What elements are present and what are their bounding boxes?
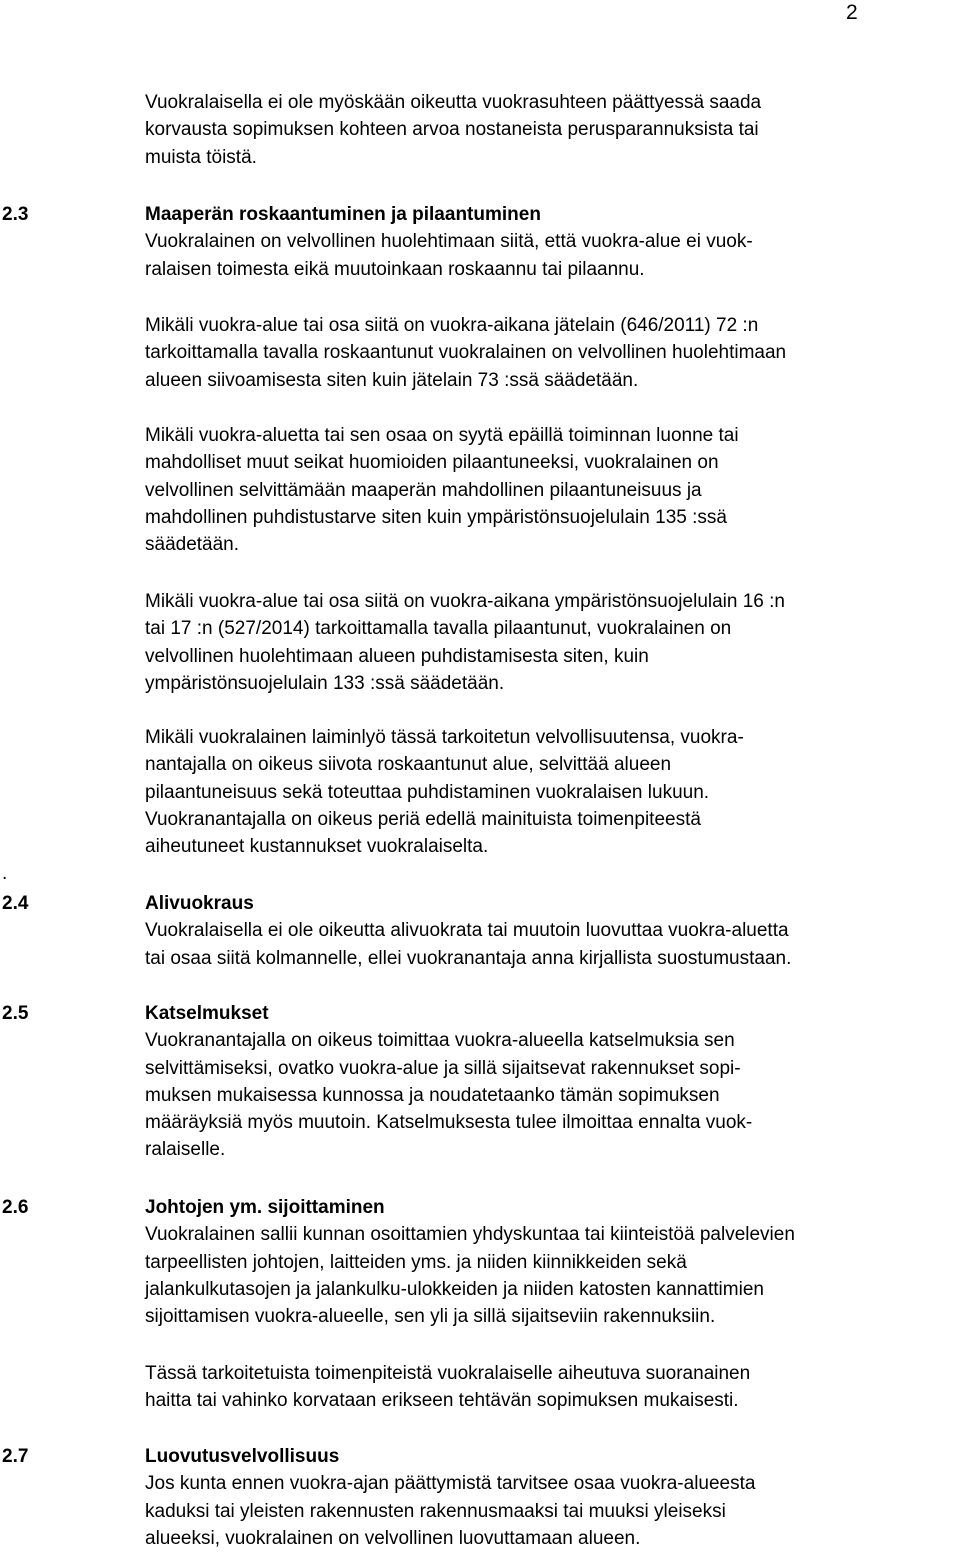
- text-line: velvollinen huolehtimaan alueen puhdistamisesta siten, kuin: [145, 645, 649, 667]
- section-2-6: [145, 1194, 957, 1330]
- section-number-2-4: 2.4: [2, 893, 29, 914]
- section-title: Katselmukset: [145, 1003, 269, 1024]
- text-line: määräyksiä myös muutoin. Katselmuksesta tulee ilmoittaa ennalta vuok-: [145, 1112, 753, 1134]
- text-line: pilaantuneisuus sekä toteuttaa puhdistaminen vuokralaisen lukuun.: [145, 781, 710, 803]
- stray-dot: .: [2, 863, 8, 884]
- section-2-5: [145, 1000, 957, 1164]
- text-line: haitta tai vahinko korvataan erikseen tehtävän sopimuksen mukaisesti.: [145, 1390, 739, 1412]
- section-title: Johtojen ym. sijoittaminen: [145, 1197, 385, 1218]
- text-line: tai osaa siitä kolmannelle, ellei vuokranantaja anna kirjallista suostumustaan.: [145, 947, 792, 969]
- text-line: nantajalla on oikeus siivota roskaantunut alue, selvittää alueen: [145, 754, 672, 776]
- text-line: ympäristönsuojelulain 133 :ssä säädetään.: [145, 672, 505, 694]
- text-line: tai 17 :n (527/2014) tarkoittamalla tavalla pilaantunut, vuokralainen on: [145, 618, 732, 640]
- paragraph: [145, 1360, 957, 1415]
- text-line: säädetään.: [145, 534, 240, 556]
- text-line: velvollinen selvittämään maaperän mahdollinen pilaantuneisuus ja: [145, 479, 702, 501]
- text-line: ralaisen toimesta eikä muutoinkaan roskaannu tai pilaannu.: [145, 258, 645, 280]
- text-line: Vuokralainen on velvollinen huolehtimaan siitä, että vuokra-alue ei vuok-: [145, 231, 753, 253]
- section-number-2-7: 2.7: [2, 1446, 29, 1467]
- text-line: Mikäli vuokra-alue tai osa siitä on vuokra-aikana ympäristönsuojelulain 16 :n: [145, 591, 785, 612]
- text-line: kaduksi tai yleisten rakennusten rakennusmaaksi tai muuksi yleiseksi: [145, 1500, 726, 1522]
- text-line: Vuokralainen sallii kunnan osoittamien yhdyskuntaa tai kiinteistöä palvelevien: [145, 1224, 795, 1246]
- text-line: sijoittamisen vuokra-alueelle, sen yli ja sillä sijaitseviin rakennuksiin.: [145, 1306, 716, 1328]
- text-line: alueen siivoamisesta siten kuin jätelain 73 :ssä säädetään.: [145, 369, 639, 391]
- text-line: Mikäli vuokra-aluetta tai sen osaa on syytä epäillä toiminnan luonne tai: [145, 425, 739, 446]
- text-line: muksen mukaisessa kunnossa ja noudatetaanko tämän sopimuksen: [145, 1084, 720, 1106]
- section-2-7: [145, 1443, 957, 1552]
- text-line: Jos kunta ennen vuokra-ajan päättymistä tarvitsee osaa vuokra-alueesta: [145, 1473, 756, 1495]
- text-line: aiheutuneet kustannukset vuokralaiselta.: [145, 836, 489, 858]
- text-line: Mikäli vuokra-alue tai osa siitä on vuokra-aikana jätelain (646/2011) 72 :n: [145, 315, 759, 336]
- paragraph: [145, 422, 957, 558]
- text-line: ralaiselle.: [145, 1139, 226, 1161]
- page-number: 2: [846, 1, 858, 24]
- text-line: jalankulkutasojen ja jalankulku-ulokkeiden ja niiden katosten kannattimien: [145, 1278, 764, 1300]
- text-line: tarkoittamalla tavalla roskaantunut vuokralainen on velvollinen huolehtimaan: [145, 342, 787, 364]
- text-line: Vuokralaisella ei ole oikeutta alivuokrata tai muutoin luovuttaa vuokra-aluetta: [145, 920, 789, 942]
- text-line: alueeksi, vuokralainen on velvollinen luovuttamaan alueen.: [145, 1527, 641, 1549]
- text-line: Tässä tarkoitetuista toimenpiteistä vuokralaiselle aiheutuva suoranainen: [145, 1363, 751, 1384]
- section-number-2-5: 2.5: [2, 1003, 29, 1024]
- section-title: Luovutusvelvollisuus: [145, 1446, 340, 1467]
- section-title: Maaperän roskaantuminen ja pilaantuminen: [145, 204, 541, 225]
- section-number-2-3: 2.3: [2, 204, 29, 225]
- text-line: selvittämiseksi, ovatko vuokra-alue ja sillä sijaitsevat rakennukset sopi-: [145, 1057, 741, 1079]
- intro-paragraph: [145, 89, 957, 171]
- text-line: muista töistä.: [145, 146, 257, 168]
- paragraph: [145, 588, 957, 697]
- text-line: Vuokranantajalla on oikeus periä edellä mainituista toimenpiteestä: [145, 808, 701, 830]
- paragraph: [145, 724, 957, 860]
- text-line: mahdollinen puhdistustarve siten kuin ympäristönsuojelulain 135 :ssä: [145, 506, 727, 528]
- text-line: tarpeellisten johtojen, laitteiden yms. ja niiden kiinnikkeiden sekä: [145, 1251, 687, 1273]
- text-line: mahdolliset muut seikat huomioiden pilaantuneeksi, vuokralainen on: [145, 452, 719, 474]
- section-number-2-6: 2.6: [2, 1197, 29, 1218]
- section-2-4: [145, 890, 957, 972]
- section-title: Alivuokraus: [145, 893, 254, 914]
- text-line: Vuokralaisella ei ole myöskään oikeutta vuokrasuhteen päättyessä saada: [145, 92, 762, 113]
- text-line: Mikäli vuokralainen laiminlyö tässä tarkoitetun velvollisuutensa, vuokra-: [145, 727, 744, 748]
- section-2-3: [145, 201, 957, 283]
- text-line: Vuokranantajalla on oikeus toimittaa vuokra-alueella katselmuksia sen: [145, 1030, 735, 1052]
- paragraph: [145, 312, 957, 394]
- text-line: korvausta sopimuksen kohteen arvoa nostaneista perusparannuksista tai: [145, 119, 759, 141]
